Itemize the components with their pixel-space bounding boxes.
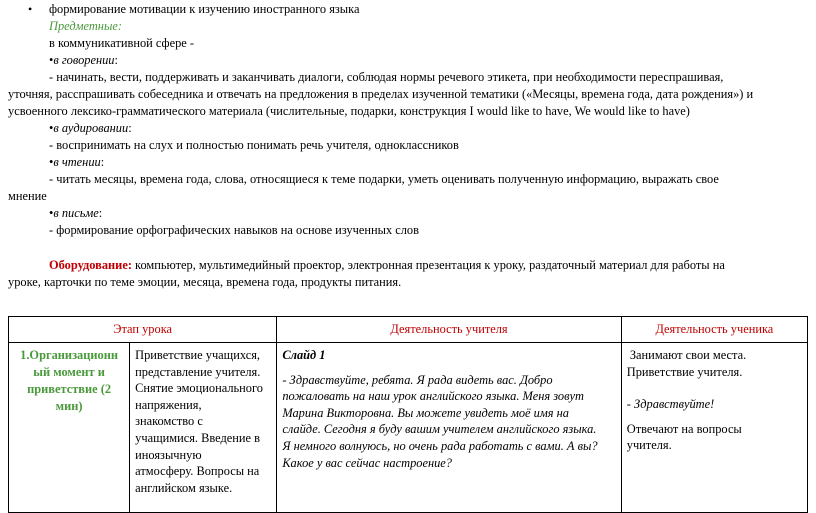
- goals-line: Снятие эмоционального: [135, 381, 263, 396]
- stage-cell: [9, 343, 130, 513]
- goals-cell: [130, 343, 277, 513]
- stage-line: 1.Организационн: [20, 348, 118, 362]
- student-line: Отвечают на вопросы: [626, 421, 742, 436]
- teacher-cell: [277, 343, 621, 513]
- teacher-line: пожаловать на наш урок английского языка. Меня зовут: [282, 389, 584, 404]
- writing-line-1: - формирование орфографических навыков на основе изученных слов: [49, 223, 419, 237]
- equipment-line-1: [49, 258, 725, 273]
- student-line: Приветствие учителя.: [626, 364, 743, 379]
- lesson-plan-table: [8, 316, 808, 513]
- equipment-text: компьютер, мультимедийный проектор, электронная презентация к уроку, раздаточный материал для работы на: [131, 258, 725, 272]
- speaking-line-2: уточняя, расспрашивать собеседника и отвечать на предложения в пределах изученной тематики («Месяцы, времена года, дата рождения») и: [8, 87, 754, 101]
- listening-line-1: - воспринимать на слух и полностью понимать речь учителя, одноклассников: [49, 138, 459, 152]
- table-row: [9, 343, 808, 513]
- reading-heading: [49, 155, 104, 170]
- student-line: учителя.: [626, 438, 672, 453]
- reading-line-1: - читать месяцы, времена года, слова, относящиеся к теме подарки, уметь оценивать полученную информацию, выражать свое: [49, 172, 719, 186]
- goals-line: напряжения,: [135, 397, 202, 412]
- stage-line: приветствие (2: [27, 382, 112, 396]
- goals-line: учащимися. Введение в: [135, 430, 260, 445]
- goals-line: атмосферу. Вопросы на: [135, 464, 260, 479]
- teacher-line: Какое у вас сейчас настроение?: [282, 455, 453, 470]
- slide-title: Слайд 1: [282, 348, 326, 362]
- reading-line-2: мнение: [8, 189, 47, 203]
- teacher-line: слайде. Сегодня я буду вашим учителем английского языка.: [282, 422, 597, 437]
- colon: :: [100, 155, 105, 169]
- colon: :: [128, 121, 132, 135]
- header-student: Деятельность ученика: [621, 317, 807, 343]
- bullet-marker: •: [28, 2, 33, 16]
- speaking-label: в говорении: [53, 53, 115, 67]
- dot: •: [49, 121, 54, 135]
- goals-line: иноязычную: [135, 447, 202, 462]
- goals-line: английском языке.: [135, 480, 233, 495]
- speaking-heading: [49, 53, 118, 68]
- header-teacher: Деятельность учителя: [277, 317, 621, 343]
- speaking-line-1: - начинать, вести, поддерживать и заканчивать диалоги, соблюдая нормы речевого этикета, при необходимости переспрашивая,: [49, 70, 724, 84]
- colon: :: [98, 206, 103, 220]
- reading-label: в чтении: [53, 155, 101, 169]
- listening-heading: [49, 121, 132, 136]
- speaking-line-3: усвоенного лексико-грамматического материала (числительные, подарки, конструкция I would like to have, We would like to have): [8, 104, 690, 118]
- goals-line: Приветствие учащихся,: [135, 348, 260, 362]
- writing-heading: [49, 206, 102, 221]
- teacher-line: Марина Викторовна. Вы можете увидеть моё имя на: [282, 405, 569, 420]
- comm-sphere-line: в коммуникативной сфере -: [49, 36, 194, 50]
- goals-line: знакомство с: [135, 414, 203, 429]
- goals-line: представление учителя.: [135, 364, 261, 379]
- table-header-row: [9, 317, 808, 343]
- dot: •: [49, 155, 54, 169]
- equipment-line-2: уроке, карточки по теме эмоции, месяца, времена года, продукты питания.: [8, 275, 402, 289]
- dot: •: [49, 206, 54, 220]
- header-stage: Этап урока: [9, 317, 277, 343]
- student-cell: [621, 343, 807, 513]
- colon: :: [114, 53, 118, 67]
- writing-label: в письме: [53, 206, 99, 220]
- equipment-label: Оборудование:: [49, 258, 132, 272]
- student-greeting: - Здравствуйте!: [626, 397, 715, 412]
- student-line: Занимают свои места.: [626, 348, 747, 362]
- motivation-line: формирование мотивации к изучению иностранного языка: [49, 2, 360, 16]
- teacher-line: - Здравствуйте, ребята. Я рада видеть вас. Добро: [282, 372, 553, 387]
- stage-line: ый момент и: [33, 365, 105, 379]
- listening-label: в аудировании: [53, 121, 129, 135]
- subject-heading: Предметные:: [49, 19, 122, 33]
- stage-line: мин): [55, 399, 83, 413]
- teacher-line: Я немного волнуюсь, но очень рада работать с вами. А вы?: [282, 438, 598, 453]
- dot: •: [49, 53, 54, 67]
